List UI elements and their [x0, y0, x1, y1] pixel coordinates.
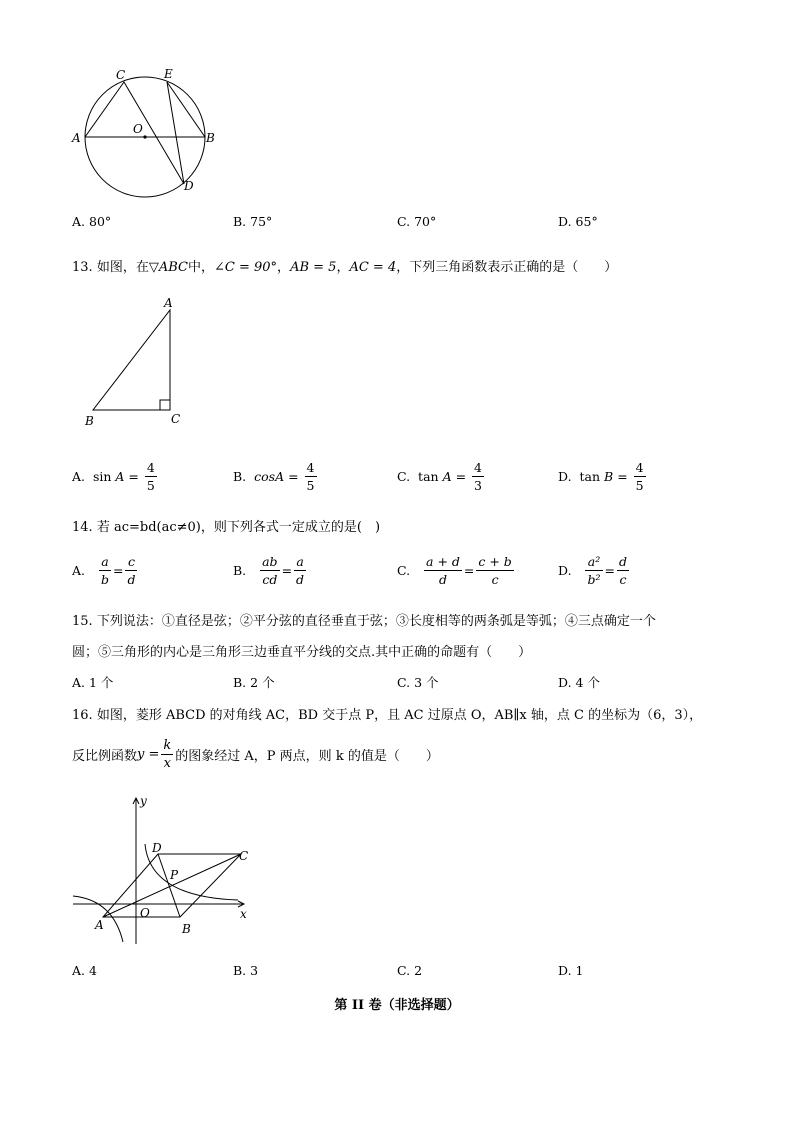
q16-option-a: A. 4	[72, 963, 97, 978]
q13-option-b: B. cosA = $\frac{4}{5}$	[233, 460, 315, 493]
q14-option-a: A. $\frac{a}{b}$ = $\frac{c}{d}$	[72, 554, 136, 587]
q16-option-c: C. 2	[397, 963, 423, 978]
q13-stem: 13. 如图，在▽ABC中，∠C = 90°，AB = 5，AC = 4，下列三角函数表示正确的是（ ）	[72, 260, 618, 275]
section-title: 第 II 卷（非选择题）	[334, 998, 460, 1013]
label-a: A	[72, 131, 81, 145]
q15-stem-line1: 15. 下列说法：①直径是弦；②平分弦的直径垂直于弦；③长度相等的两条弧是等弧；④三点确定一个	[72, 614, 656, 629]
label-e: E	[164, 67, 173, 81]
label-c: C	[171, 412, 181, 426]
q14-option-b: B. $\frac{ab}{cd}$ = $\frac{a}{d}$	[233, 554, 305, 587]
q15-option-c: C. 3 个	[397, 675, 439, 690]
q16-option-b: B. 3	[233, 963, 259, 978]
label-b: B	[206, 131, 215, 145]
label-c: C	[116, 68, 126, 82]
label-y: y	[140, 794, 147, 808]
label-o: O	[133, 122, 143, 136]
q14-option-d: D. $\frac{\text{a²}}{\text{b²}}$ = $\frac{d}{c}$	[558, 554, 627, 587]
right-triangle-figure	[80, 292, 190, 432]
label-b: B	[182, 922, 191, 936]
q16-stem-line2: 反比例函数y = $\frac{k}{x}$ 的图象经过 A，P 两点，则 k 的值是（ ）	[72, 738, 439, 771]
q15-option-b: B. 2 个	[233, 675, 275, 690]
label-d: D	[152, 841, 162, 855]
q12-option-b: B. 75°	[233, 214, 273, 229]
q15-option-a: A. 1 个	[72, 675, 114, 690]
rhombus-coordinate-figure	[68, 792, 258, 952]
label-p: P	[170, 868, 179, 882]
circle-figure	[66, 62, 226, 202]
q16-option-d: D. 1	[558, 963, 584, 978]
q13-option-a: A. sin A = $\frac{4}{5}$	[72, 460, 155, 493]
q12-option-c: C. 70°	[397, 214, 437, 229]
q13-option-d: D. tan B = $\frac{4}{5}$	[558, 460, 644, 493]
q13-option-c: C. tan A = $\frac{4}{3}$	[397, 460, 482, 493]
q14-option-c: C. $\frac{a + d}{d}$ = $\frac{c + b}{c}$	[397, 554, 512, 587]
q14-stem: 14. 若 ac=bd(ac≠0)，则下列各式一定成立的是( )	[72, 520, 381, 535]
label-a: A	[164, 296, 173, 310]
q16-stem-line1: 16. 如图，菱形 ABCD 的对角线 AC，BD 交于点 P，且 AC 过原点 O，AB∥x 轴，点 C 的坐标为（6，3），	[72, 708, 703, 723]
label-c: C	[239, 849, 249, 863]
label-a: A	[95, 918, 104, 932]
q15-stem-line2: 圆；⑤三角形的内心是三角形三边垂直平分线的交点.其中正确的命题有（ ）	[72, 645, 532, 660]
label-o: O	[140, 906, 150, 920]
q15-option-d: D. 4 个	[558, 675, 600, 690]
q12-option-a: A. 80°	[72, 214, 112, 229]
label-d: D	[184, 179, 194, 193]
label-x: x	[240, 907, 247, 921]
q12-option-d: D. 65°	[558, 214, 598, 229]
label-b: B	[85, 414, 94, 428]
